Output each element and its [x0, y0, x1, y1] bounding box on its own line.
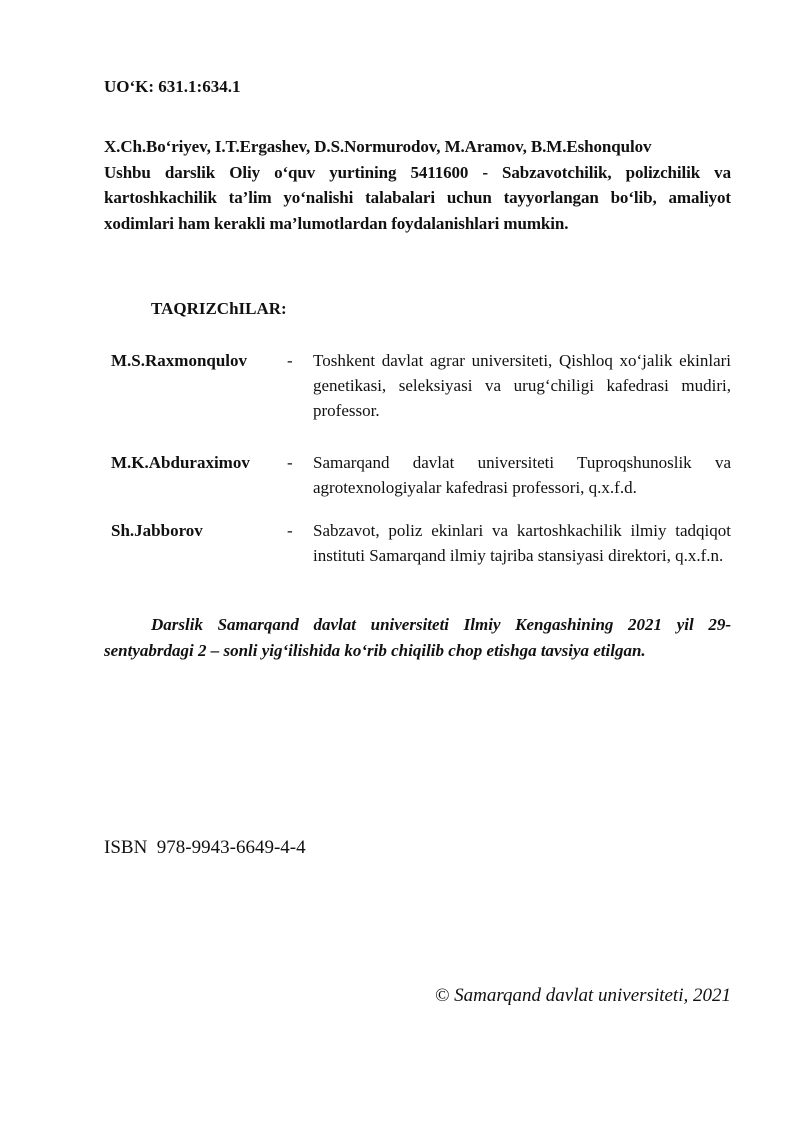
copyright-notice: © Samarqand davlat universiteti, 2021 [434, 985, 731, 1006]
authors-list: X.Ch.Bo‘riyev, I.T.Ergashev, D.S.Normurodov, M.Aramov, B.M.Eshonqulov [104, 137, 652, 156]
reviewer-dash: - [287, 521, 293, 540]
reviewer-description: Toshkent davlat agrar universiteti, Qishloq xo‘jalik ekinlari genetikasi, seleksiyasi va urug‘chiligi kafedrasi mudiri, professor. [313, 351, 731, 420]
reviewer-description: Sabzavot, poliz ekinlari va kartoshkachilik ilmiy tadqiqot instituti Samarqand ilmiy tajriba stansiyasi direktori, q.x.f.n. [313, 521, 731, 565]
reviewer-dash: - [287, 351, 293, 370]
book-summary: Ushbu darslik Oliy o‘quv yurtining 5411600 - Sabzavotchilik, polizchilik va kartoshkachilik ta’lim yo‘nalishi talabalari uchun tayyorlangan bo‘lib, amaliyot xodimlari ham kerakli ma’lumotlardan foydalanishlari mumkin. [104, 162, 731, 233]
isbn-number: ISBN 978-9943-6649-4-4 [104, 837, 306, 858]
reviewer-name: M.K.Abduraximov [111, 453, 250, 472]
approval-statement: Darslik Samarqand davlat universiteti Ilmiy Kengashining 2021 yil 29-sentyabrdagi 2 – sonli yig‘ilishida ko‘rib chiqilib chop etishga tavsiya etilgan. [104, 615, 731, 660]
reviewers-heading: TAQRIZChILAR: [151, 299, 287, 318]
reviewer-name: M.S.Raxmonqulov [111, 351, 248, 370]
reviewer-dash: - [287, 453, 293, 472]
reviewer-description: Samarqand davlat universiteti Tuproqshunoslik va agrotexnologiyalar kafedrasi professori, q.x.f.d. [313, 453, 731, 497]
udk-code: UO‘K: 631.1:634.1 [104, 77, 241, 96]
reviewer-name: Sh.Jabborov [111, 521, 203, 540]
intro-block [104, 134, 731, 236]
